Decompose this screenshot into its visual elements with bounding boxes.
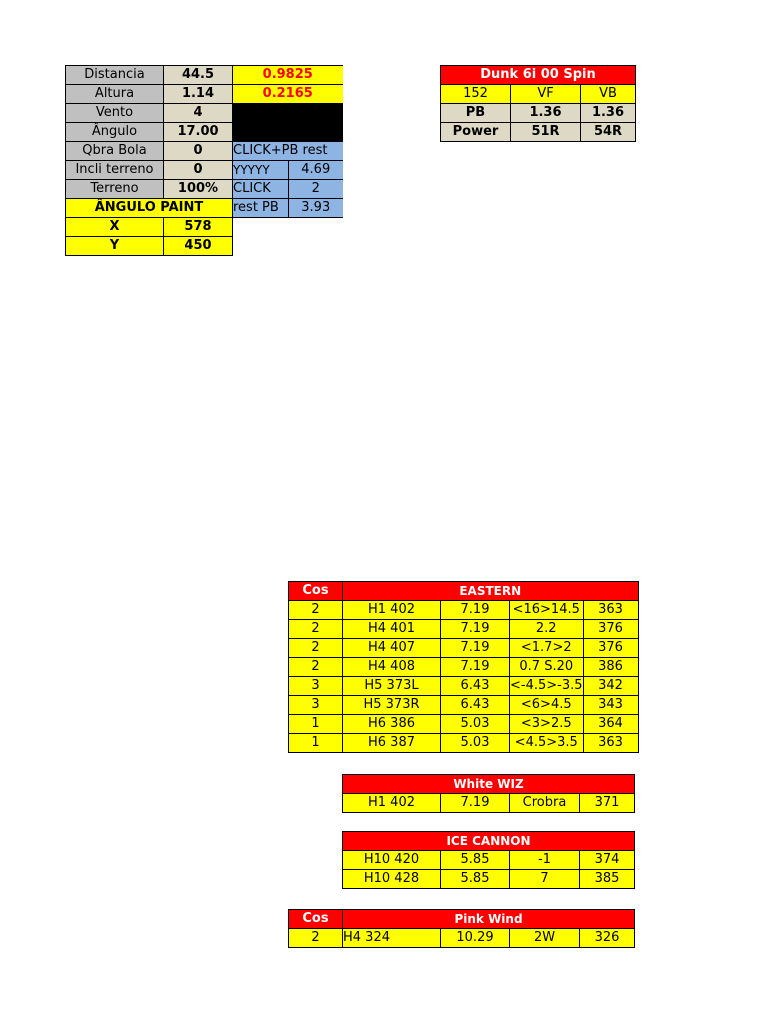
dunk-table <box>440 65 636 142</box>
distance-cell: 343 <box>583 696 638 715</box>
dunk-title: Dunk 6i 00 Spin <box>441 66 636 85</box>
dunk-pb-label: PB <box>441 104 511 123</box>
value-cell: 5.85 <box>441 870 510 889</box>
hole-cell: H5 373L <box>343 677 441 696</box>
value-incli-terreno[interactable]: 0 <box>164 161 233 180</box>
value-cell: 7.19 <box>441 601 510 620</box>
value-qbra-bola[interactable]: 0 <box>164 142 233 161</box>
value-y[interactable]: 450 <box>164 237 233 256</box>
result-distancia: 0.9825 <box>233 66 343 85</box>
wind-cell: Crobra <box>510 794 580 813</box>
distance-cell: 363 <box>583 601 638 620</box>
table-row <box>289 639 639 658</box>
cos-cell: 3 <box>289 696 343 715</box>
yyyyy-value: 4.69 <box>289 161 343 180</box>
value-cell: 5.85 <box>441 851 510 870</box>
label-qbra-bola: Qbra Bola <box>66 142 164 161</box>
yyyyy-label: YYYYY <box>233 161 289 180</box>
table-row <box>343 851 635 870</box>
table-row <box>289 620 639 639</box>
ice-cannon-table <box>342 831 635 889</box>
cos-cell: 2 <box>289 620 343 639</box>
wind-cell: <3>2.5 <box>510 715 584 734</box>
empty-cell <box>233 237 343 256</box>
dunk-row-pb <box>441 104 636 123</box>
table-row <box>289 677 639 696</box>
table-row <box>289 734 639 753</box>
dunk-vf-header: VF <box>511 85 581 104</box>
wind-cell: <1.7>2 <box>510 639 584 658</box>
label-vento: Vento <box>66 104 164 123</box>
wind-cell: 2.2 <box>510 620 584 639</box>
wind-cell: <-4.5>-3.5 <box>510 677 584 696</box>
dunk-row-power <box>441 123 636 142</box>
value-vento[interactable]: 4 <box>164 104 233 123</box>
label-altura: Altura <box>66 85 164 104</box>
hole-cell: H4 408 <box>343 658 441 677</box>
table-row <box>289 658 639 677</box>
rest-pb-value: 3.93 <box>289 199 343 218</box>
distance-cell: 376 <box>583 639 638 658</box>
cos-cell: 1 <box>289 715 343 734</box>
eastern-header-row <box>289 582 639 601</box>
wind-cell: <6>4.5 <box>510 696 584 715</box>
cos-cell: 3 <box>289 677 343 696</box>
distance-cell: 374 <box>580 851 635 870</box>
dunk-pb-vb: 1.36 <box>581 104 636 123</box>
row-terreno <box>66 180 343 199</box>
value-cell: 10.29 <box>441 929 510 948</box>
distance-cell: 363 <box>583 734 638 753</box>
eastern-title: EASTERN <box>343 582 639 601</box>
value-x[interactable]: 578 <box>164 218 233 237</box>
cos-cell: 2 <box>289 929 343 948</box>
row-incli-terreno <box>66 161 343 180</box>
pink-wind-table <box>288 909 635 948</box>
rest-pb-label: rest PB <box>233 199 289 218</box>
table-row <box>343 794 635 813</box>
dunk-header-row <box>441 66 636 85</box>
row-altura <box>66 85 343 104</box>
value-cell: 6.43 <box>441 677 510 696</box>
empty-cell <box>233 218 343 237</box>
angulo-paint-heading: ÂNGULO PAINT <box>66 199 233 218</box>
wind-cell: 2W <box>510 929 580 948</box>
result-altura: 0.2165 <box>233 85 343 104</box>
value-distancia[interactable]: 44.5 <box>164 66 233 85</box>
black-block <box>233 104 343 142</box>
cos-cell: 2 <box>289 658 343 677</box>
label-x: X <box>66 218 164 237</box>
distance-cell: 385 <box>580 870 635 889</box>
cos-cell: 2 <box>289 601 343 620</box>
table-row <box>343 870 635 889</box>
value-altura[interactable]: 1.14 <box>164 85 233 104</box>
distance-cell: 364 <box>583 715 638 734</box>
pink-wind-cos-header: Cos <box>289 910 343 929</box>
wind-cell: 7 <box>510 870 580 889</box>
label-terreno: Terreno <box>66 180 164 199</box>
row-distancia <box>66 66 343 85</box>
row-vento <box>66 104 343 123</box>
value-cell: 5.03 <box>441 715 510 734</box>
value-cell: 7.19 <box>441 794 510 813</box>
pink-wind-title: Pink Wind <box>343 910 635 929</box>
hole-cell: H10 420 <box>343 851 441 870</box>
hole-cell: H4 401 <box>343 620 441 639</box>
value-angulo[interactable]: 17.00 <box>164 123 233 142</box>
dunk-vb-header: VB <box>581 85 636 104</box>
click-value: 2 <box>289 180 343 199</box>
wind-cell: <4.5>3.5 <box>510 734 584 753</box>
value-cell: 6.43 <box>441 696 510 715</box>
hole-cell: H4 324 <box>343 929 441 948</box>
eastern-table <box>288 581 639 753</box>
value-terreno[interactable]: 100% <box>164 180 233 199</box>
dunk-power-vf: 51R <box>511 123 581 142</box>
hole-cell: H1 402 <box>343 794 441 813</box>
dunk-pb-vf: 1.36 <box>511 104 581 123</box>
dunk-power-label: Power <box>441 123 511 142</box>
wind-cell: -1 <box>510 851 580 870</box>
table-row <box>289 715 639 734</box>
distance-cell: 342 <box>583 677 638 696</box>
wind-cell: 0.7 S.20 <box>510 658 584 677</box>
white-wiz-header-row <box>343 775 635 794</box>
value-cell: 7.19 <box>441 658 510 677</box>
table-row <box>289 601 639 620</box>
ice-cannon-title: ICE CANNON <box>343 832 635 851</box>
row-angulo-paint <box>66 199 343 218</box>
calculator-table <box>65 65 343 256</box>
label-distancia: Distancia <box>66 66 164 85</box>
hole-cell: H6 386 <box>343 715 441 734</box>
dunk-power-vb: 54R <box>581 123 636 142</box>
ice-cannon-header-row <box>343 832 635 851</box>
hole-cell: H4 407 <box>343 639 441 658</box>
row-x <box>66 218 343 237</box>
hole-cell: H6 387 <box>343 734 441 753</box>
distance-cell: 386 <box>583 658 638 677</box>
value-cell: 7.19 <box>441 639 510 658</box>
white-wiz-table <box>342 774 635 813</box>
label-angulo: Ângulo <box>66 123 164 142</box>
distance-cell: 326 <box>580 929 635 948</box>
wind-cell: <16>14.5 <box>510 601 584 620</box>
click-pb-rest-label: CLICK+PB rest <box>233 142 343 161</box>
eastern-cos-header: Cos <box>289 582 343 601</box>
dunk-row-1 <box>441 85 636 104</box>
table-row <box>289 696 639 715</box>
pink-wind-header-row <box>289 910 635 929</box>
dunk-cell: 152 <box>441 85 511 104</box>
cos-cell: 1 <box>289 734 343 753</box>
value-cell: 7.19 <box>441 620 510 639</box>
white-wiz-title: White WIZ <box>343 775 635 794</box>
row-y <box>66 237 343 256</box>
hole-cell: H10 428 <box>343 870 441 889</box>
table-row <box>289 929 635 948</box>
click-label: CLICK <box>233 180 289 199</box>
hole-cell: H1 402 <box>343 601 441 620</box>
label-incli-terreno: Incli terreno <box>66 161 164 180</box>
distance-cell: 371 <box>580 794 635 813</box>
cos-cell: 2 <box>289 639 343 658</box>
value-cell: 5.03 <box>441 734 510 753</box>
distance-cell: 376 <box>583 620 638 639</box>
label-y: Y <box>66 237 164 256</box>
hole-cell: H5 373R <box>343 696 441 715</box>
row-qbra-bola <box>66 142 343 161</box>
